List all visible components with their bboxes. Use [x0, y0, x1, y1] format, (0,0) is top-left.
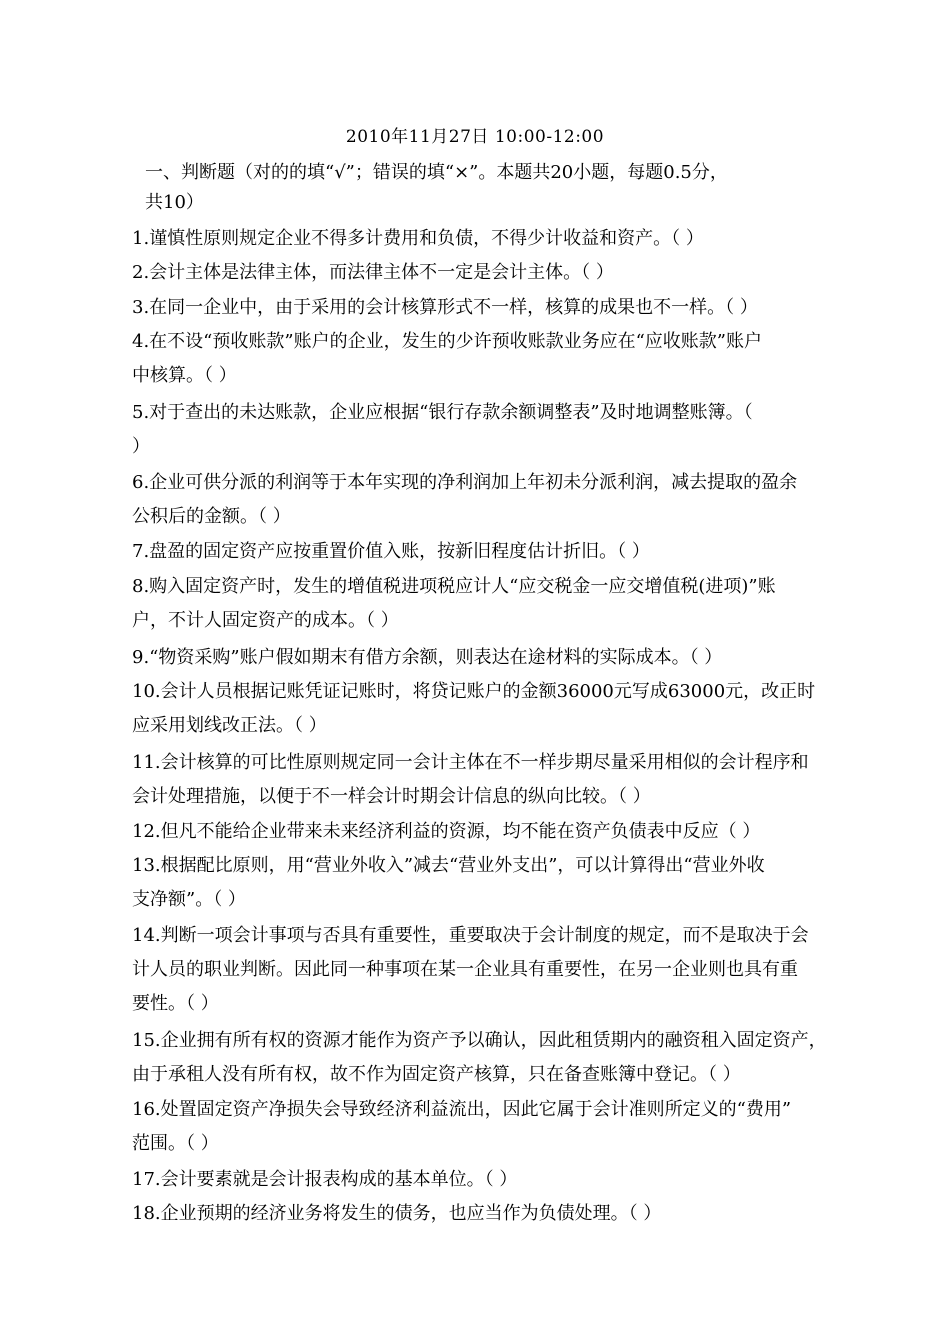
question-12-text: 12.但凡不能给企业带来未来经济利益的资源，均不能在资产负债表中反应（ ）	[132, 821, 761, 842]
section-heading	[145, 158, 845, 218]
question-4	[132, 325, 862, 393]
question-15-text-line-2: 由于承租人没有所有权，故不作为固定资产核算，只在备查账簿中登记。（ ）	[132, 1064, 741, 1085]
question-3	[132, 291, 862, 325]
question-14	[132, 919, 862, 1021]
question-9	[132, 641, 862, 675]
question-8-text-line-1: 8.购入固定资产时，发生的增值税进项税应计人“应交税金一应交增值税(进项)”账	[132, 576, 776, 597]
question-6-text-line-2: 公积后的金额。（ ）	[132, 506, 291, 527]
question-13-text-line-1: 13.根据配比原则，用“营业外收入”减去“营业外支出”，可以计算得出“营业外收	[132, 855, 765, 876]
question-6-text-line-1: 6.企业可供分派的利润等于本年实现的净利润加上年初未分派利润，减去提取的盈余	[132, 472, 798, 493]
question-16-text-line-2: 范围。（ ）	[132, 1133, 219, 1154]
question-10-text-line-1: 10.会计人员根据记账凭证记账时，将贷记账户的金额36000元写成63000元，改正时	[132, 681, 816, 702]
question-14-text-line-1: 14.判断一项会计事项与否具有重要性，重要取决于会计制度的规定，而不是取决于会	[132, 925, 809, 946]
question-1	[132, 222, 862, 256]
question-16-text-line-1: 16.处置固定资产净损失会导致经济利益流出，因此它属于会计准则所定义的“费用”	[132, 1099, 792, 1120]
question-3-text: 3.在同一企业中，由于采用的会计核算形式不一样，核算的成果也不一样。（ ）	[132, 297, 758, 318]
question-4-text-line-1: 4.在不设“预收账款”账户的企业，发生的少许预收账款业务应在“应收账款”账户	[132, 331, 762, 352]
question-5-text-line-2: ）	[132, 436, 150, 457]
question-4-text-line-2: 中核算。（ ）	[132, 365, 237, 386]
question-12	[132, 815, 862, 849]
question-17	[132, 1163, 862, 1197]
question-5	[132, 396, 862, 464]
question-7	[132, 535, 862, 569]
question-11	[132, 746, 862, 814]
question-10-text-line-2: 应采用划线改正法。（ ）	[132, 715, 327, 736]
question-11-text-line-1: 11.会计核算的可比性原则规定同一会计主体在不一样步期尽量采用相似的会计程序和	[132, 752, 809, 773]
question-7-text: 7.盘盈的固定资产应按重置价值入账，按新旧程度估计折旧。（ ）	[132, 541, 650, 562]
exam-date-time: 2010年11月27日 10:00-12:00	[345, 127, 605, 147]
question-8	[132, 570, 862, 638]
question-13-text-line-2: 支净额”。（ ）	[132, 889, 246, 910]
question-18	[132, 1197, 862, 1231]
question-15	[132, 1024, 862, 1092]
question-17-text: 17.会计要素就是会计报表构成的基本单位。（ ）	[132, 1169, 518, 1190]
question-10	[132, 675, 862, 743]
section-heading-line-1: 一、判断题（对的的填“√”；错误的填“×”。本题共20小题，每题0.5分，	[145, 162, 728, 183]
question-13	[132, 849, 862, 917]
question-1-text: 1.谨慎性原则规定企业不得多计费用和负债，不得少计收益和资产。（ ）	[132, 228, 704, 249]
question-11-text-line-2: 会计处理措施，以便于不一样会计时期会计信息的纵向比较。（ ）	[132, 786, 651, 807]
question-2	[132, 256, 862, 290]
question-14-text-line-3: 要性。（ ）	[132, 993, 219, 1014]
question-18-text: 18.企业预期的经济业务将发生的债务，也应当作为负债处理。（ ）	[132, 1203, 662, 1224]
question-5-text-line-1: 5.对于查出的未达账款，企业应根据“银行存款余额调整表”及时地调整账簿。（	[132, 402, 753, 423]
question-2-text: 2.会计主体是法律主体，而法律主体不一定是会计主体。（ ）	[132, 262, 614, 283]
question-15-text-line-1: 15.企业拥有所有权的资源才能作为资产予以确认，因此租赁期内的融资租入固定资产，	[132, 1030, 827, 1051]
question-9-text: 9.“物资采购”账户假如期末有借方余额，则表达在途材料的实际成本。（ ）	[132, 647, 723, 668]
question-6	[132, 466, 862, 534]
question-14-text-line-2: 计人员的职业判断。因此同一种事项在某一企业具有重要性，在另一企业则也具有重	[132, 959, 798, 980]
question-8-text-line-2: 户，不计人固定资产的成本。（ ）	[132, 610, 399, 631]
section-heading-line-2: 共10）	[145, 192, 204, 213]
question-16	[132, 1093, 862, 1161]
